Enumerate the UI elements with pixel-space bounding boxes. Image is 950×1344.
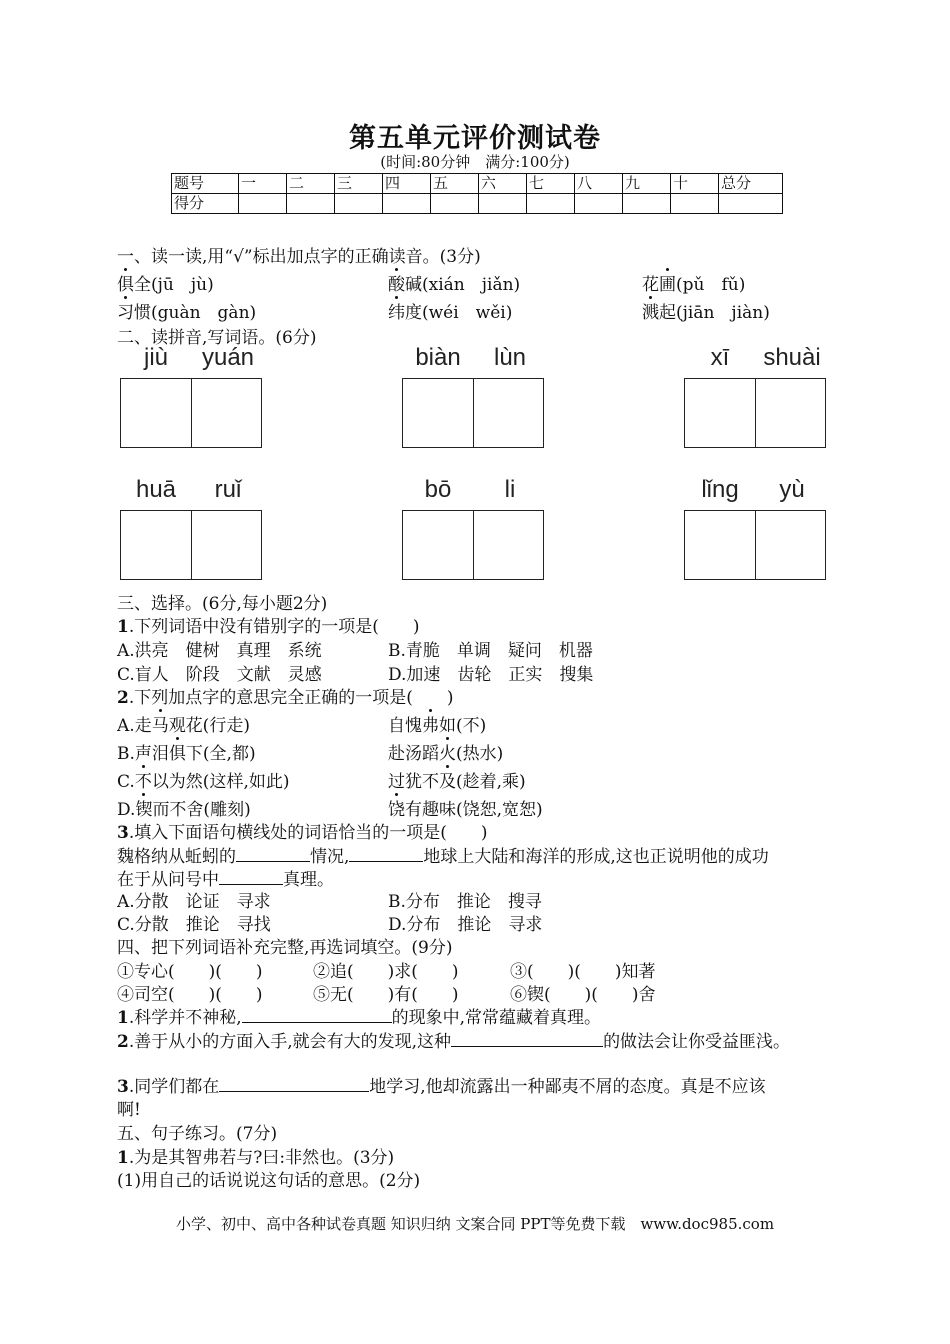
idiom-completion-item[interactable]: ①专心( )( ) (117, 962, 263, 982)
score-input-cell[interactable] (239, 194, 287, 214)
option-b[interactable]: B.分布 推论 搜寻 (388, 892, 542, 912)
pinyin-label: lùn (493, 344, 527, 371)
score-input-cell[interactable] (575, 194, 623, 214)
reading-item[interactable]: 俱全(jū jù) (117, 270, 214, 295)
pinyin-label: lǐng (701, 476, 739, 503)
option-c[interactable]: C.盲人 阶段 文献 灵感 (117, 665, 322, 685)
pinyin-label: li (504, 476, 516, 503)
character-writing-box[interactable] (120, 510, 262, 580)
character-writing-box[interactable] (684, 510, 826, 580)
question-stem: 3.填入下面语句横线处的词语恰当的一项是( ) (117, 823, 488, 843)
idiom-completion-item[interactable]: ②追( )求( ) (313, 962, 459, 982)
question-stem: 1.为是其智弗若与?曰:非然也。(3分) (117, 1148, 395, 1168)
score-input-cell[interactable] (527, 194, 575, 214)
score-cell: 题号 (172, 174, 239, 194)
option-a[interactable]: A.分散 论证 寻求 (117, 892, 271, 912)
reading-item[interactable]: 纬度(wéi wěi) (388, 298, 512, 323)
score-cell: 八 (575, 174, 623, 194)
idiom-completion-item[interactable]: ③( )( )知著 (510, 962, 656, 982)
option-b-second[interactable]: 赴汤蹈火(热水) (388, 739, 503, 764)
fill-blank[interactable] (349, 847, 423, 862)
option-c-second[interactable]: 过犹不及(趁着,乘) (388, 767, 526, 792)
score-cell: 总分 (719, 174, 783, 194)
question-stem: 2.下列加点字的意思完全正确的一项是( ) (117, 688, 454, 708)
fill-in-sentence-continued: 啊! (117, 1100, 141, 1120)
fill-blank[interactable] (451, 1032, 603, 1047)
pinyin-label: yù (779, 476, 805, 503)
option-d[interactable]: D.锲而不舍(雕刻) (117, 795, 251, 820)
score-input-cell[interactable] (671, 194, 719, 214)
score-cell: 三 (335, 174, 383, 194)
reading-item[interactable]: 花圃(pǔ fǔ) (642, 270, 745, 295)
score-input-cell[interactable] (431, 194, 479, 214)
idiom-completion-item[interactable]: ⑥锲( )( )舍 (510, 985, 656, 1005)
section-3-heading: 三、选择。(6分,每小题2分) (117, 594, 328, 614)
character-writing-box[interactable] (684, 378, 826, 448)
pinyin-label: yuán (201, 344, 255, 371)
score-input-cell[interactable] (287, 194, 335, 214)
score-table-score-row (172, 194, 783, 214)
score-input-cell[interactable] (335, 194, 383, 214)
character-writing-box[interactable] (120, 378, 262, 448)
reading-item[interactable]: 溅起(jiān jiàn) (642, 298, 770, 323)
question-stem: 1.下列词语中没有错别字的一项是( ) (117, 617, 420, 637)
section-1-heading: 一、读一读,用“√”标出加点字的正确读音。(3分) (117, 247, 481, 267)
fill-in-sentence: 3.同学们都在 地学习,他却流露出一种鄙夷不屑的态度。真是不应该 (117, 1077, 766, 1097)
page-title: 第五单元评价测试卷 (349, 123, 601, 154)
pinyin-label: xī (710, 344, 730, 371)
score-cell: 一 (239, 174, 287, 194)
pinyin-label: ruǐ (214, 476, 242, 503)
score-cell: 二 (287, 174, 335, 194)
score-cell: 四 (383, 174, 431, 194)
score-cell: 九 (623, 174, 671, 194)
reading-item[interactable]: 习惯(guàn gàn) (117, 298, 256, 323)
character-writing-box[interactable] (402, 378, 544, 448)
score-cell: 七 (527, 174, 575, 194)
idiom-completion-item[interactable]: ⑤无( )有( ) (313, 985, 459, 1005)
option-d[interactable]: D.加速 齿轮 正实 搜集 (388, 665, 594, 685)
score-cell: 得分 (172, 194, 239, 214)
score-input-cell[interactable] (719, 194, 783, 214)
exam-time-score: (时间:80分钟 满分:100分) (380, 153, 570, 171)
character-writing-box[interactable] (402, 510, 544, 580)
fill-blank[interactable] (219, 870, 283, 885)
pinyin-label: jiù (143, 344, 168, 371)
reading-item[interactable]: 酸碱(xián jiǎn) (388, 270, 520, 295)
score-cell: 六 (479, 174, 527, 194)
score-input-cell[interactable] (479, 194, 527, 214)
fill-in-sentence: 2.善于从小的方面入手,就会有大的发现,这种 的做法会让你受益匪浅。 (117, 1032, 791, 1052)
option-c[interactable]: C.分散 推论 寻找 (117, 915, 271, 935)
sub-question: (1)用自己的话说说这句话的意思。(2分) (117, 1171, 421, 1191)
section-2-heading: 二、读拼音,写词语。(6分) (117, 328, 317, 348)
pinyin-label: bō (424, 476, 452, 503)
question-passage: 在于从问号中 真理。 (117, 870, 334, 890)
pinyin-label: huā (135, 476, 177, 503)
score-input-cell[interactable] (623, 194, 671, 214)
pinyin-label: shuài (763, 344, 821, 371)
fill-blank[interactable] (219, 1077, 369, 1092)
score-table-header-row (172, 174, 783, 194)
section-4-heading: 四、把下列词语补充完整,再选词填空。(9分) (117, 938, 453, 958)
pinyin-label: biàn (415, 344, 461, 371)
option-d[interactable]: D.分布 推论 寻求 (388, 915, 543, 935)
option-c[interactable]: C.不以为然(这样,如此) (117, 767, 289, 792)
option-b[interactable]: B.声泪俱下(全,都) (117, 739, 256, 764)
option-a[interactable]: A.走马观花(行走) (117, 711, 250, 736)
question-passage: 魏格纳从蚯蚓的 情况, 地球上大陆和海洋的形成,这也正说明他的成功 (117, 847, 769, 867)
option-d-second[interactable]: 饶有趣味(饶恕,宽恕) (388, 795, 543, 820)
option-b[interactable]: B.青脆 单调 疑问 机器 (388, 641, 593, 661)
section-5-heading: 五、句子练习。(7分) (117, 1124, 278, 1144)
score-cell: 五 (431, 174, 479, 194)
idiom-completion-item[interactable]: ④司空( )( ) (117, 985, 263, 1005)
fill-in-sentence: 1.科学并不神秘, 的现象中,常常蕴藏着真理。 (117, 1008, 602, 1028)
option-a[interactable]: A.洪亮 健树 真理 系统 (117, 641, 322, 661)
score-cell: 十 (671, 174, 719, 194)
fill-blank[interactable] (242, 1008, 392, 1023)
score-table (171, 173, 783, 214)
option-a-second[interactable]: 自愧弗如(不) (388, 711, 486, 736)
fill-blank[interactable] (236, 847, 310, 862)
page-footer: 小学、初中、高中各种试卷真题 知识归纳 文案合同 PPT等免费下载 www.doc985.com (175, 1215, 775, 1233)
score-input-cell[interactable] (383, 194, 431, 214)
